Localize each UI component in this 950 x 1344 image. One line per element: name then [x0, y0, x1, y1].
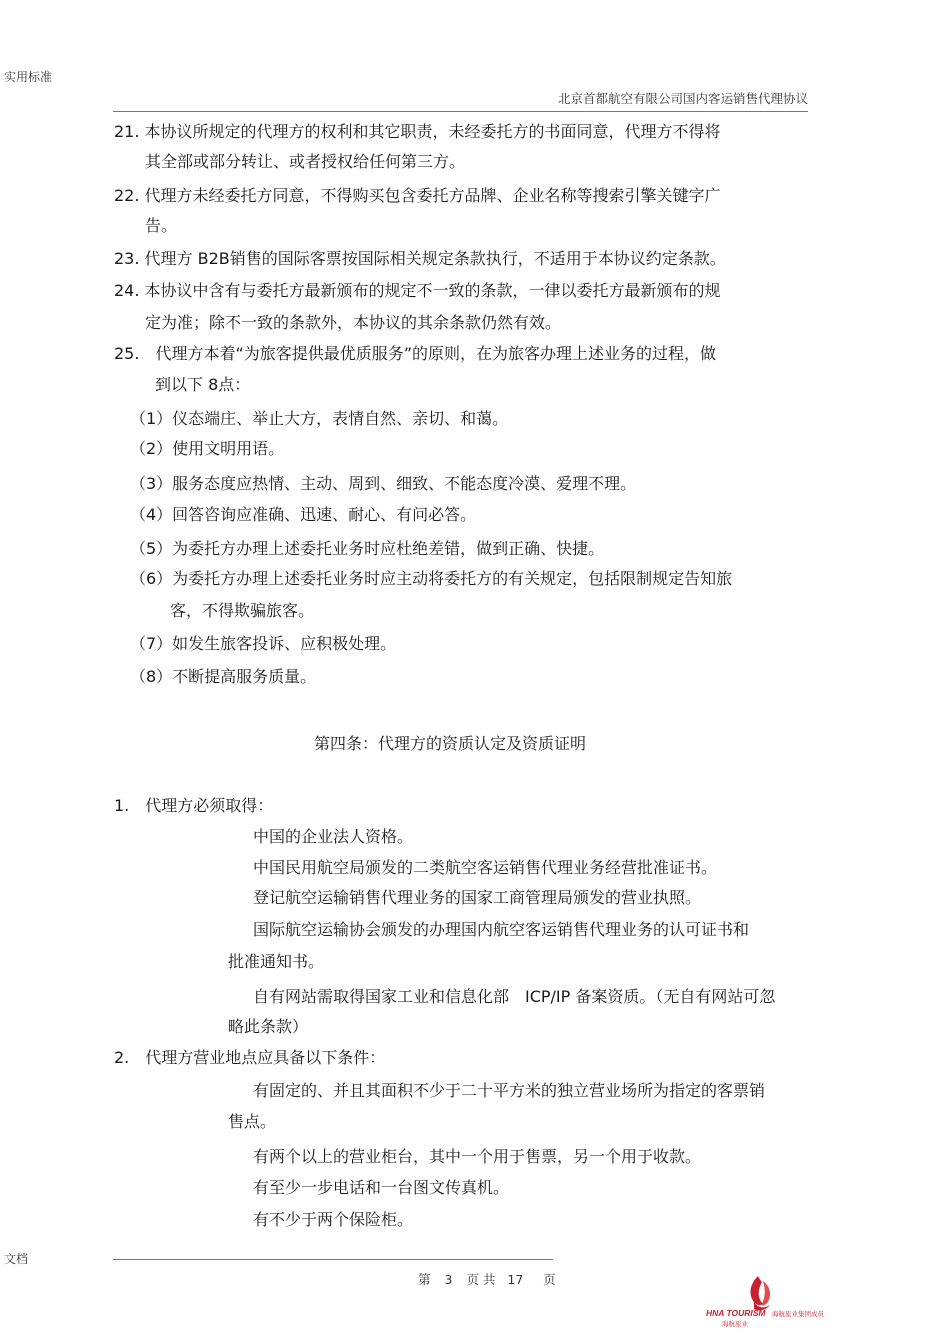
page-indicator: [418, 1270, 556, 1288]
clause-23-line-1: 23. 代理方 B2B销售的国际客票按国际相关规定条款执行，不适用于本协议约定条款。: [114, 249, 726, 268]
running-header-title: 北京首都航空有限公司国内客运销售代理协议: [557, 91, 808, 106]
footer-rule: [113, 1259, 553, 1260]
requirement-2-item-d: 有不少于两个保险柜。: [253, 1210, 414, 1229]
requirement-1-item-b: 中国民用航空局颁发的二类航空客运销售代理业务经营批准证书。: [253, 858, 718, 877]
service-point-8: （8）不断提高服务质量。: [130, 667, 317, 686]
requirement-1-item-c: 登记航空运输销售代理业务的国家工商管理局颁发的营业执照。: [253, 888, 702, 907]
corner-label-top: 实用标准: [4, 70, 53, 84]
logo-subtitle: 海航旅业: [722, 1321, 748, 1328]
clause-25-line-2: 到以下 8点：: [155, 375, 251, 394]
page-prefix: 第: [418, 1272, 431, 1287]
service-point-3: （3）服务态度应热情、主动、周到、细致、不能态度冷漠、爱理不理。: [130, 474, 637, 493]
requirement-2-item-c: 有至少一步电话和一台图文传真机。: [253, 1178, 510, 1197]
service-point-6-line-2: 客，不得欺骗旅客。: [170, 601, 315, 620]
requirement-1-item-d-line-2: 批准通知书。: [228, 952, 325, 971]
requirement-1-item-e-line-1: 自有网站需取得国家工业和信息化部 ICP/IP 备案资质。（无自有网站可忽: [253, 987, 776, 1006]
hna-tourism-logo: [700, 1272, 830, 1332]
clause-25-line-1: 25. 代理方本着“为旅客提供最优质服务”的原则，在为旅客办理上述业务的过程，做: [114, 344, 717, 363]
page-suffix: 页: [543, 1272, 556, 1287]
page-mid: 页 共: [466, 1272, 496, 1287]
clause-22-line-2: 告。: [145, 216, 178, 235]
requirement-2-heading: 2. 代理方营业地点应具备以下条件：: [114, 1048, 386, 1067]
clause-22-line-1: 22. 代理方未经委托方同意，不得购买包含委托方品牌、企业名称等搜索引擎关键字广: [114, 186, 721, 205]
requirement-1-item-d-line-1: 国际航空运输协会颁发的办理国内航空客运销售代理业务的认可证书和: [253, 920, 750, 939]
hna-bird-emblem-icon: [700, 1272, 830, 1332]
service-point-4: （4）回答咨询应准确、迅速、耐心、有问必答。: [130, 505, 477, 524]
requirement-1-item-e-line-2: 略此条款）: [228, 1017, 309, 1036]
header-rule: [113, 111, 808, 112]
requirement-2-item-b: 有两个以上的营业柜台，其中一个用于售票，另一个用于收款。: [253, 1147, 702, 1166]
service-point-2: （2）使用文明用语。: [130, 439, 285, 458]
section-title: 第四条：代理方的资质认定及资质证明: [314, 734, 587, 753]
requirement-2-item-a-line-1: 有固定的、并且其面积不少于二十平方米的独立营业场所为指定的客票销: [253, 1081, 766, 1100]
logo-tagline: 海航旅业集团成员: [772, 1311, 824, 1318]
page-number: 3: [444, 1272, 453, 1287]
service-point-1: （1）仪态端庄、举止大方，表情自然、亲切、和蔼。: [130, 409, 509, 428]
clause-24-line-2: 定为准；除不一致的条款外，本协议的其余条款仍然有效。: [145, 313, 562, 332]
page-total: 17: [507, 1272, 524, 1287]
clause-21-line-2: 其全部或部分转让、或者授权给任何第三方。: [145, 152, 466, 171]
requirement-1-item-a: 中国的企业法人资格。: [253, 827, 414, 846]
requirement-2-item-a-line-2: 售点。: [228, 1112, 277, 1131]
service-point-5: （5）为委托方办理上述委托业务时应杜绝差错，做到正确、快捷。: [130, 539, 605, 558]
service-point-7: （7）如发生旅客投诉、应积极处理。: [130, 634, 397, 653]
corner-label-bottom: 文档: [4, 1252, 29, 1266]
logo-name: HNA TOURISM: [706, 1308, 766, 1318]
service-point-6-line-1: （6）为委托方办理上述委托业务时应主动将委托方的有关规定，包括限制规定告知旅: [130, 569, 733, 588]
clause-24-line-1: 24. 本协议中含有与委托方最新颁布的规定不一致的条款，一律以委托方最新颁布的规: [114, 281, 721, 300]
requirement-1-heading: 1. 代理方必须取得：: [114, 796, 274, 815]
clause-21-line-1: 21. 本协议所规定的代理方的权利和其它职责，未经委托方的书面同意，代理方不得将: [114, 122, 721, 141]
